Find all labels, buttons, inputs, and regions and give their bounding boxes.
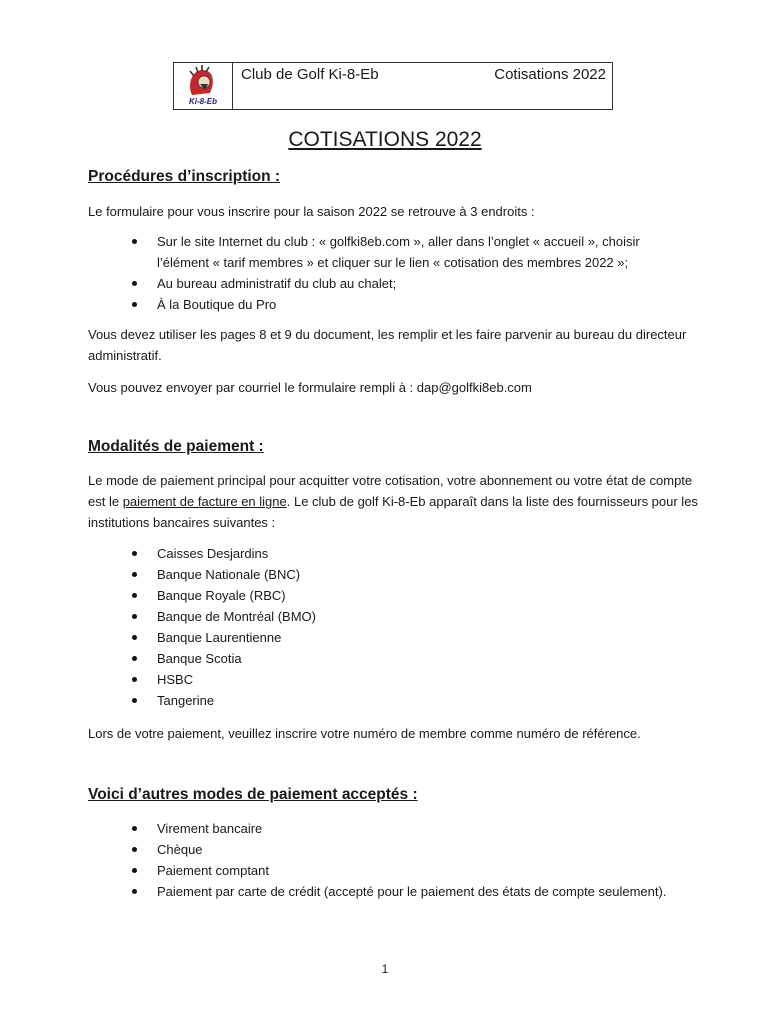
club-name: Club de Golf Ki-8-Eb xyxy=(241,66,379,83)
list-item: Banque Nationale (BNC) xyxy=(130,564,690,585)
inscription-heading: Procédures d’inscription : xyxy=(88,168,281,185)
list-item: HSBC xyxy=(130,669,690,690)
other-payment-methods-list xyxy=(130,818,690,902)
inscription-intro: Le formulaire pour vous inscrire pour la saison 2022 se retrouve à 3 endroits : xyxy=(88,204,535,219)
list-item: Virement bancaire xyxy=(130,818,690,839)
document-header xyxy=(173,62,613,110)
svg-text:Ki-8-Eb: Ki-8-Eb xyxy=(189,97,217,106)
list-item: À la Boutique du Pro xyxy=(130,294,690,315)
paiement-reference-note: Lors de votre paiement, veuillez inscrire votre numéro de membre comme numéro de référence. xyxy=(88,726,641,741)
list-item: Paiement comptant xyxy=(130,860,690,881)
list-item: Banque Royale (RBC) xyxy=(130,585,690,606)
page-title: COTISATIONS 2022 xyxy=(288,128,482,151)
autres-heading: Voici d’autres modes de paiement acceptés : xyxy=(88,786,418,803)
list-item: Banque Laurentienne xyxy=(130,627,690,648)
list-item: Paiement par carte de crédit (accepté pour le paiement des états de compte seulement). xyxy=(130,881,690,902)
inscription-email-note: Vous pouvez envoyer par courriel le formulaire rempli à : dap@golfki8eb.com xyxy=(88,380,532,395)
inscription-locations-list xyxy=(130,231,690,315)
banks-list xyxy=(130,543,690,711)
list-item: Banque Scotia xyxy=(130,648,690,669)
list-item: Chèque xyxy=(130,839,690,860)
list-item: Banque de Montréal (BMO) xyxy=(130,606,690,627)
paiement-intro: Le mode de paiement principal pour acquitter votre cotisation, votre abonnement ou votre état de compte est le paiement de facture en ligne. Le club de golf Ki-8-Eb apparaît dans la liste des fournisseurs pour les institutions bancaires suivantes : xyxy=(88,473,698,530)
page-number: 1 xyxy=(381,962,389,976)
golf-club-logo-icon xyxy=(178,65,228,107)
list-item: Tangerine xyxy=(130,690,690,711)
online-bill-payment-link: paiement de facture en ligne xyxy=(122,494,287,509)
list-item: Sur le site Internet du club : « golfki8eb.com », aller dans l’onglet « accueil », choisir l’élément « tarif membres » et cliquer sur le lien « cotisation des membres 2022 »; xyxy=(130,231,690,273)
list-item: Au bureau administratif du club au chalet; xyxy=(130,273,690,294)
inscription-instructions: Vous devez utiliser les pages 8 et 9 du document, les remplir et les faire parvenir au bureau du directeur administratif. xyxy=(88,327,687,363)
list-item: Caisses Desjardins xyxy=(130,543,690,564)
season-label: Cotisations 2022 xyxy=(494,66,606,83)
club-logo xyxy=(174,63,233,109)
paiement-heading: Modalités de paiement : xyxy=(88,438,264,455)
